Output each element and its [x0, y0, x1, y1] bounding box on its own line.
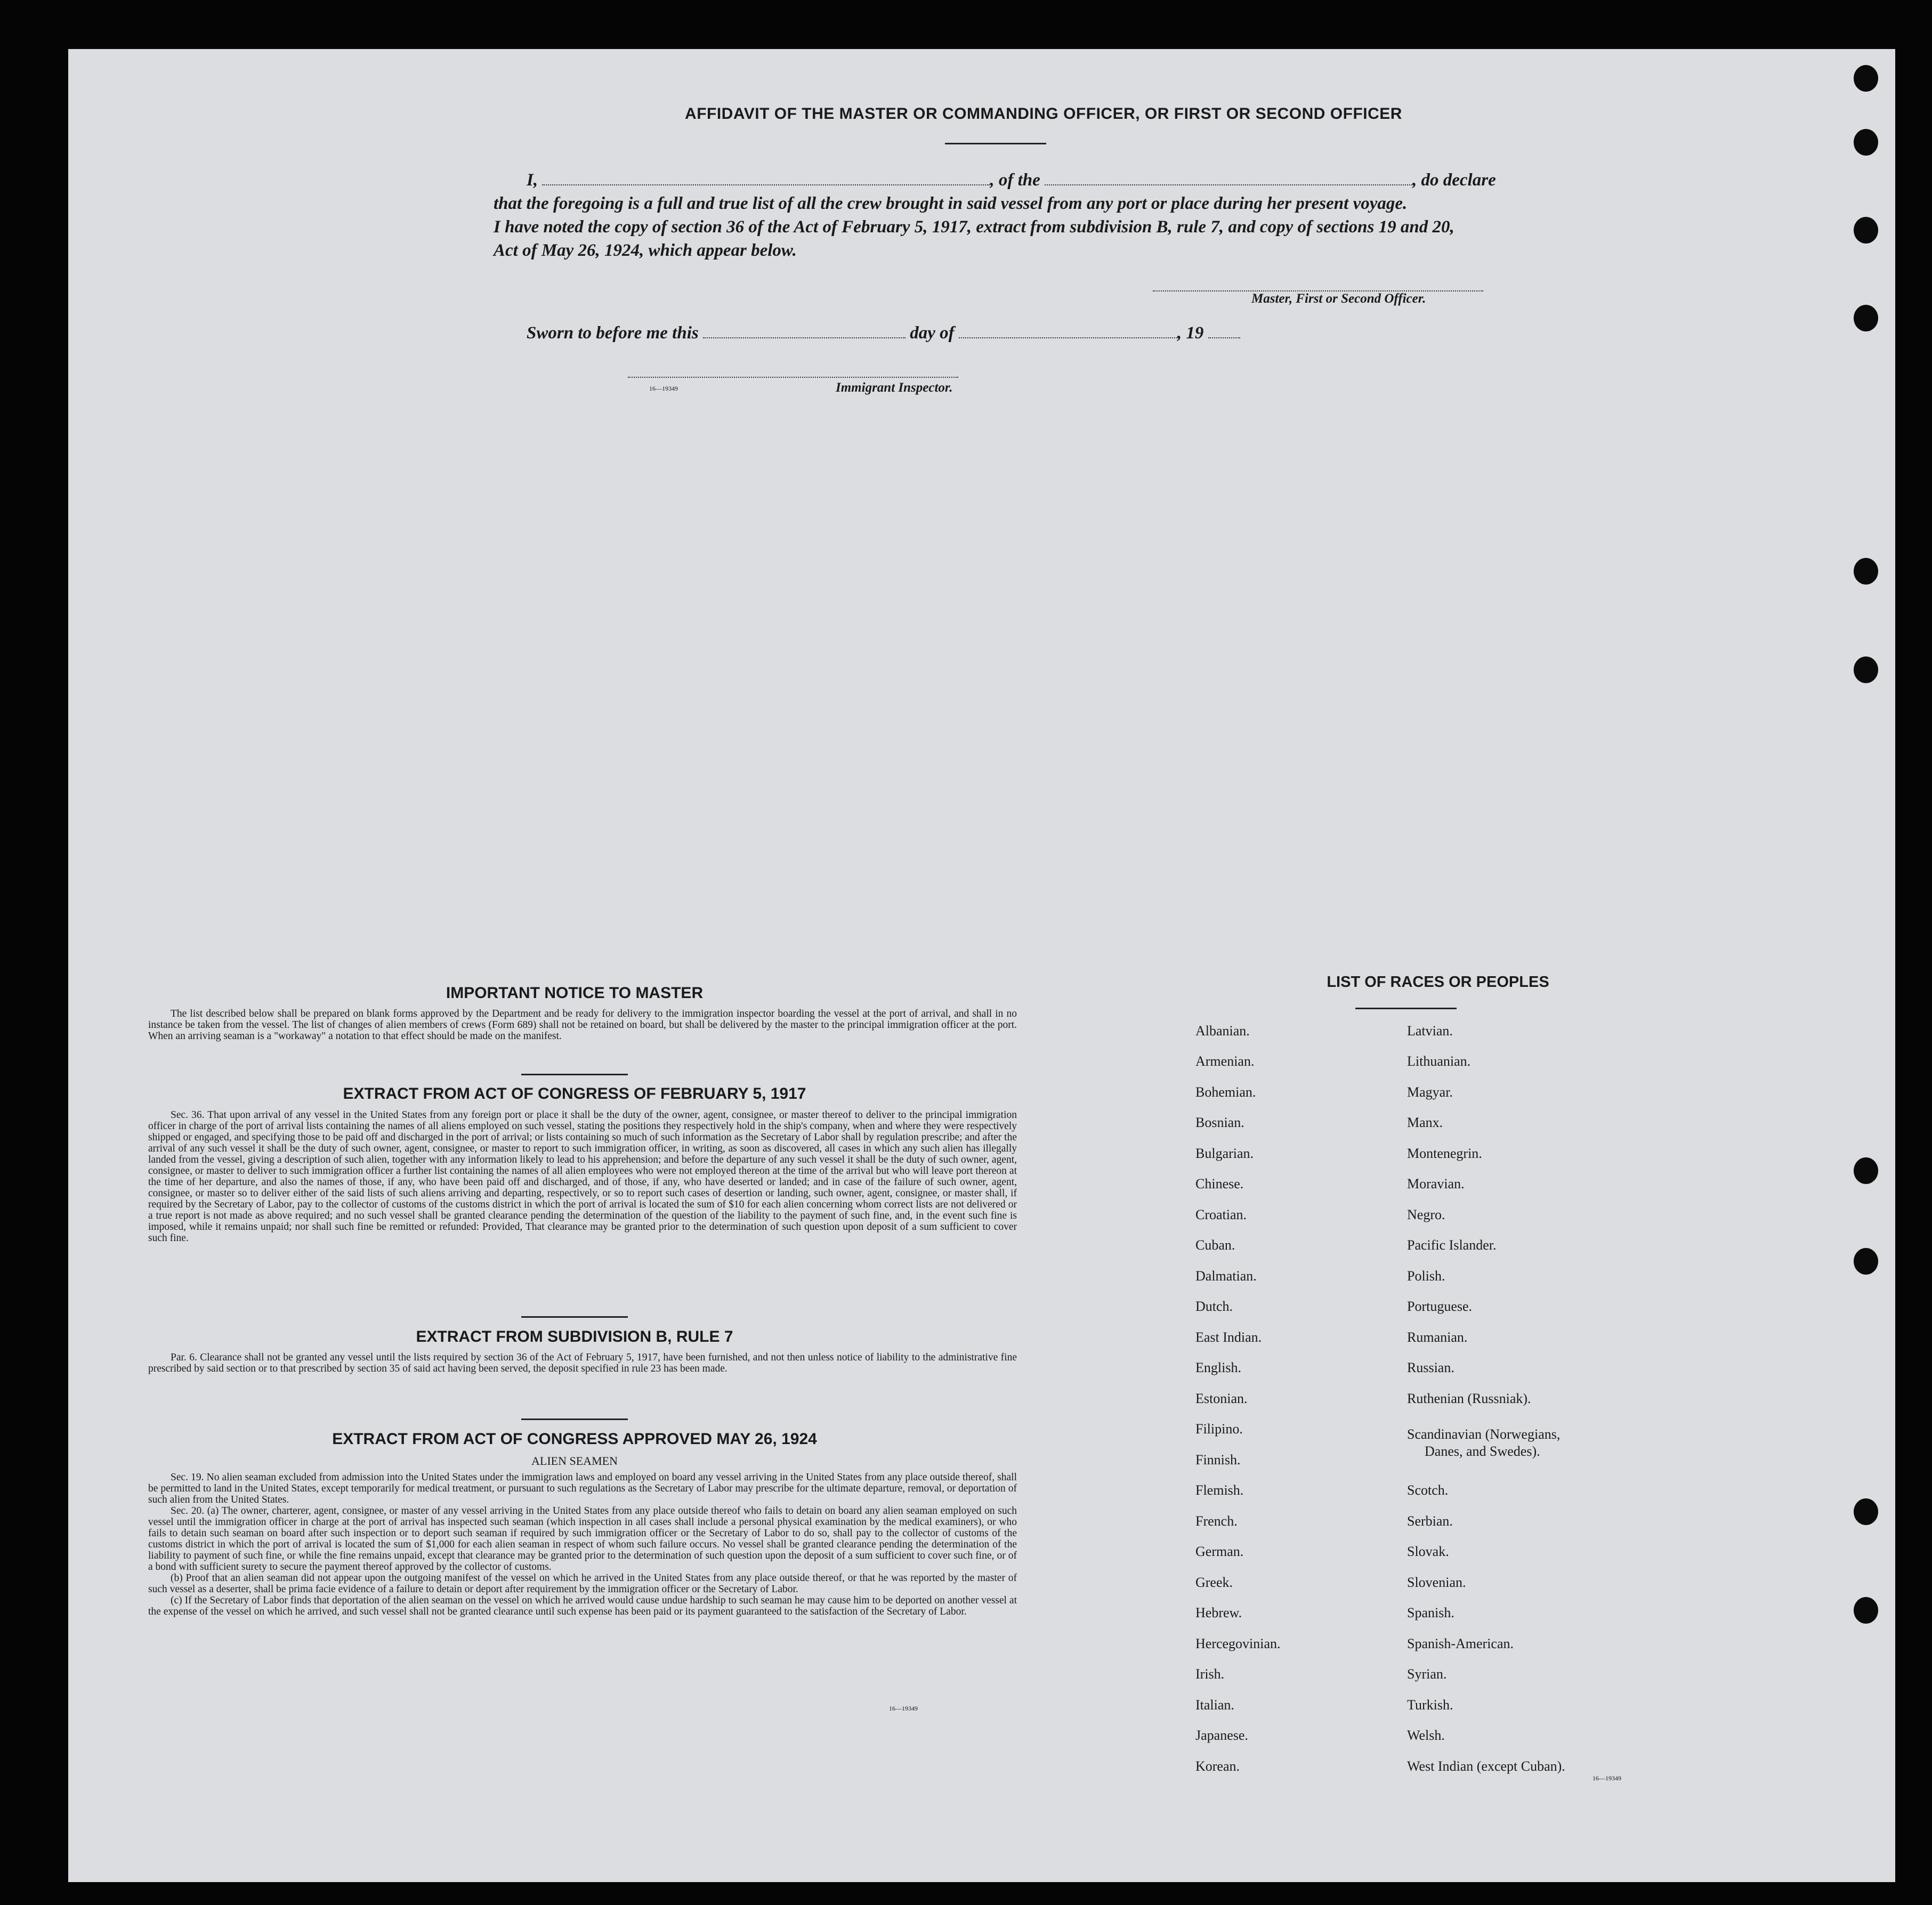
race-item: Estonian. — [1195, 1391, 1248, 1406]
signature-label: Master, First or Second Officer. — [1251, 291, 1426, 306]
race-item: French. — [1195, 1513, 1238, 1529]
race-item: Manx. — [1407, 1115, 1443, 1130]
affidavit-line-3: I have noted the copy of section 36 of the Act of February 5, 1917, extract from subdivision B, rule 7, and copy of sections 19 and 20, — [494, 217, 1454, 237]
section-divider — [521, 1074, 628, 1075]
affidavit-i-label: I, — [527, 171, 538, 190]
notice-title: IMPORTANT NOTICE TO MASTER — [446, 984, 704, 1002]
extract-1924-body — [148, 1472, 1017, 1617]
day-of-label: day of — [910, 323, 955, 343]
inspector-label: Immigrant Inspector. — [836, 380, 953, 395]
title-divider — [945, 143, 1046, 144]
race-item: West Indian (except Cuban). — [1407, 1758, 1565, 1774]
race-item: Danes, and Swedes). — [1425, 1444, 1540, 1459]
race-item: Portuguese. — [1407, 1299, 1473, 1314]
race-item: Slovenian. — [1407, 1575, 1466, 1590]
race-item: Bosnian. — [1195, 1115, 1244, 1130]
inspector-signature-field[interactable] — [628, 372, 958, 378]
affidavit-of-label: , of the — [990, 171, 1040, 190]
binder-hole — [1854, 217, 1878, 244]
race-item: Magyar. — [1407, 1084, 1453, 1100]
affidavit-declare-label: , do declare — [1412, 171, 1496, 190]
subdivision-b-title: EXTRACT FROM SUBDIVISION B, RULE 7 — [416, 1328, 733, 1345]
alien-seamen-subtitle: ALIEN SEAMEN — [531, 1454, 618, 1468]
race-item: Russian. — [1407, 1360, 1454, 1375]
race-item: Dutch. — [1195, 1299, 1233, 1314]
race-item: Spanish. — [1407, 1605, 1454, 1620]
affidavit-declaration-line — [527, 171, 1496, 190]
races-title: LIST OF RACES OR PEOPLES — [1327, 974, 1549, 991]
race-item: Negro. — [1407, 1207, 1445, 1222]
race-item: Hercegovinian. — [1195, 1636, 1281, 1651]
sworn-label: Sworn to before me this — [527, 323, 699, 343]
extract-1917-body — [148, 1109, 1017, 1244]
race-item: Flemish. — [1195, 1482, 1244, 1498]
race-item: Armenian. — [1195, 1053, 1255, 1069]
affidavit-line-2: that the foregoing is a full and true list of all the crew brought in said vessel from any port or place during her present voyage. — [494, 194, 1408, 213]
form-code: 16—19349 — [889, 1705, 918, 1712]
section-divider — [521, 1316, 628, 1318]
race-item: Albanian. — [1195, 1023, 1250, 1039]
race-item: Hebrew. — [1195, 1605, 1242, 1620]
race-item: Filipino. — [1195, 1421, 1243, 1437]
race-item: Greek. — [1195, 1575, 1233, 1590]
sworn-month-field[interactable] — [959, 333, 1177, 338]
sec20c-paragraph: (c) If the Secretary of Labor finds that deportation of the alien seaman on the vessel on which he arrived would cause undue hardship to such seaman he may cause him to be deported on another vessel at the expense of the vessel on which he arrived, and such vessel shall not be granted clearance until such expense has been paid or its payment guaranteed to the satisfaction of the Secretary of Labor. — [148, 1595, 1017, 1617]
par6-paragraph: Par. 6. Clearance shall not be granted any vessel until the lists required by section 36 of the Act of February 5, 1917, have been furnished, and not then unless notice of liability to the administrative fine prescribed by said section or to that prescribed by section 35 of said act having been served, the deposit specified in rule 23 has been made. — [148, 1352, 1017, 1374]
race-item: Turkish. — [1407, 1697, 1453, 1713]
race-item: Bulgarian. — [1195, 1146, 1254, 1161]
binder-hole — [1854, 65, 1878, 92]
race-item: Croatian. — [1195, 1207, 1247, 1222]
notice-paragraph: The list described below shall be prepared on blank forms approved by the Department and be ready for delivery to the immigration inspector boarding the vessel at the port of arrival, and shall in no instance be taken from the vessel. The list of changes of alien members of crews (Form 689) shall not be retained on board, but shall be delivered by the master to the principal immigration officer at the port. When an arriving seaman is a "workaway" a notation to that effect should be made on the manifest. — [148, 1008, 1017, 1042]
race-item: German. — [1195, 1544, 1244, 1559]
subdivision-b-body — [148, 1352, 1017, 1374]
race-item: East Indian. — [1195, 1330, 1262, 1345]
race-item: Pacific Islander. — [1407, 1237, 1497, 1253]
binder-hole — [1854, 1498, 1878, 1525]
affidavit-title: AFFIDAVIT OF THE MASTER OR COMMANDING OFFICER, OR FIRST OR SECOND OFFICER — [685, 105, 1402, 123]
race-item: English. — [1195, 1360, 1241, 1375]
race-item: Slovak. — [1407, 1544, 1449, 1559]
race-item: Korean. — [1195, 1758, 1240, 1774]
notice-body — [148, 1008, 1017, 1042]
race-item: Spanish-American. — [1407, 1636, 1514, 1651]
race-item: Italian. — [1195, 1697, 1234, 1713]
binder-hole — [1854, 558, 1878, 585]
document-page — [68, 49, 1895, 1882]
sworn-line — [527, 323, 1240, 343]
race-item: Rumanian. — [1407, 1330, 1468, 1345]
race-item: Irish. — [1195, 1666, 1225, 1682]
race-item: Lithuanian. — [1407, 1053, 1471, 1069]
signature-field[interactable] — [1153, 286, 1483, 291]
binder-hole — [1854, 1157, 1878, 1184]
section-divider — [521, 1418, 628, 1420]
race-item: Finnish. — [1195, 1452, 1241, 1468]
races-divider — [1355, 1008, 1457, 1009]
binder-hole — [1854, 1597, 1878, 1624]
form-code: 16—19349 — [649, 385, 678, 392]
sworn-day-field[interactable] — [703, 333, 906, 338]
binder-hole — [1854, 656, 1878, 683]
race-item: Serbian. — [1407, 1513, 1453, 1529]
sec20b-paragraph: (b) Proof that an alien seaman did not appear upon the outgoing manifest of the vessel on which he arrived in the United States from any place outside thereof, or that he was reported by the master of such vessel as a deserter, shall be prima facie evidence of a failure to detain or deport after requirement by the immigration officer or the Secretary of Labor. — [148, 1572, 1017, 1595]
race-item: Scotch. — [1407, 1482, 1449, 1498]
extract-1924-title: EXTRACT FROM ACT OF CONGRESS APPROVED MAY 26, 1924 — [332, 1430, 817, 1448]
sec20a-paragraph: Sec. 20. (a) The owner, charterer, agent, consignee, or master of any vessel arriving in the United States from any place outside thereof who fails to detain on board any alien seaman employed on such vessel until the immigration officer in charge at the port of arrival has inspected such seaman (which inspection in all cases shall include a personal physical examination by the medical examiners), or who fails to detain such seaman on board after such inspection or to deport such seaman if required by such immigration officer or the Secretary of Labor to do so, shall pay to the collector of customs of the customs district in which the port of arrival is located the sum of $1,000 for each alien seaman in respect of whom such failure occurs. No vessel shall be granted clearance pending the determination of the liability to payment of such fine, or while the fine remains unpaid, except that clearance may be granted prior to the determination of such question upon the deposit of a sum sufficient to cover such fine, or of a bond with sufficient surety to secure the payment thereof approved by the collector of customs. — [148, 1505, 1017, 1572]
race-item: Cuban. — [1195, 1237, 1235, 1253]
year-prefix-label: , 19 — [1177, 323, 1204, 343]
race-item: Montenegrin. — [1407, 1146, 1482, 1161]
extract-1917-title: EXTRACT FROM ACT OF CONGRESS OF FEBRUARY 5, 1917 — [343, 1085, 806, 1103]
race-item: Ruthenian (Russniak). — [1407, 1391, 1531, 1406]
sec36-paragraph: Sec. 36. That upon arrival of any vessel in the United States from any foreign port or place it shall be the duty of the owner, agent, consignee, or master thereof to deliver to the principal immigration officer in charge of the port of arrival lists containing the names of all aliens employed on such vessel, stating the positions they respectively hold in the ship's company, when and where they were respectively shipped or engaged, and specifying those to be paid off and discharged in the port of arrival; or lists containing so much of such information as the Secretary of Labor shall by regulation prescribe; and after the arrival of any such vessel it shall be the duty of such owner, agent, consignee, or master to report to such immigration officer, in writing, as soon as discovered, all cases in which any such alien has illegally landed from the vessel, giving a description of such alien, together with any information likely to lead to his apprehension; and before the departure of any such vessel it shall be the duty of such owner, agent, consignee, or master to deliver to such immigration officer a further list containing the names of all alien employees who were not employed thereon at the time of the arrival but who will leave port thereon at the time of her departure, and also the names of those, if any, who have been paid off and discharged, and of those, if any, who have deserted or landed; and in case of the failure of such owner, agent, consignee, or master so to deliver either of the said lists of such aliens arriving and departing, respectively, or so to report such cases of desertion or landing, such owner, agent, consignee, or master shall, if required by the Secretary of Labor, pay to the collector of customs of the customs district in which the port of arrival is located the sum of $10 for each alien concerning whom correct lists are not delivered or a true report is not made as above required; and no such vessel shall be granted clearance pending the determination of the question of the liability to the payment of such fine, and, in the event such fine is imposed, while it remains unpaid; nor shall such fine be remitted or refunded: Provided, That clearance may be granted prior to the determination of such question upon deposit of a sum sufficient to cover such fine. — [148, 1109, 1017, 1244]
race-item: Bohemian. — [1195, 1084, 1256, 1100]
sworn-year-field[interactable] — [1208, 333, 1240, 338]
binder-hole — [1854, 129, 1878, 156]
race-item: Chinese. — [1195, 1176, 1244, 1191]
race-item: Moravian. — [1407, 1176, 1465, 1191]
sec19-paragraph: Sec. 19. No alien seaman excluded from admission into the United States under the immigration laws and employed on board any vessel arriving in the United States from any place outside thereof, shall be permitted to land in the United States, except temporarily for medical treatment, or pursuant to such regulations as the Secretary of Labor may prescribe for the ultimate departure, removal, or deportation of such alien from the United States. — [148, 1472, 1017, 1505]
race-item: Scandinavian (Norwegians, — [1407, 1426, 1561, 1442]
race-item: Syrian. — [1407, 1666, 1447, 1682]
affidavit-line-4: Act of May 26, 1924, which appear below. — [494, 241, 797, 260]
race-item: Japanese. — [1195, 1728, 1248, 1743]
binder-hole — [1854, 305, 1878, 331]
race-item: Dalmatian. — [1195, 1268, 1257, 1284]
race-item: Latvian. — [1407, 1023, 1453, 1039]
officer-name-field[interactable] — [542, 180, 990, 185]
form-code: 16—19349 — [1593, 1774, 1621, 1782]
race-item: Welsh. — [1407, 1728, 1445, 1743]
binder-hole — [1854, 1248, 1878, 1275]
vessel-name-field[interactable] — [1045, 180, 1412, 185]
race-item: Polish. — [1407, 1268, 1445, 1284]
